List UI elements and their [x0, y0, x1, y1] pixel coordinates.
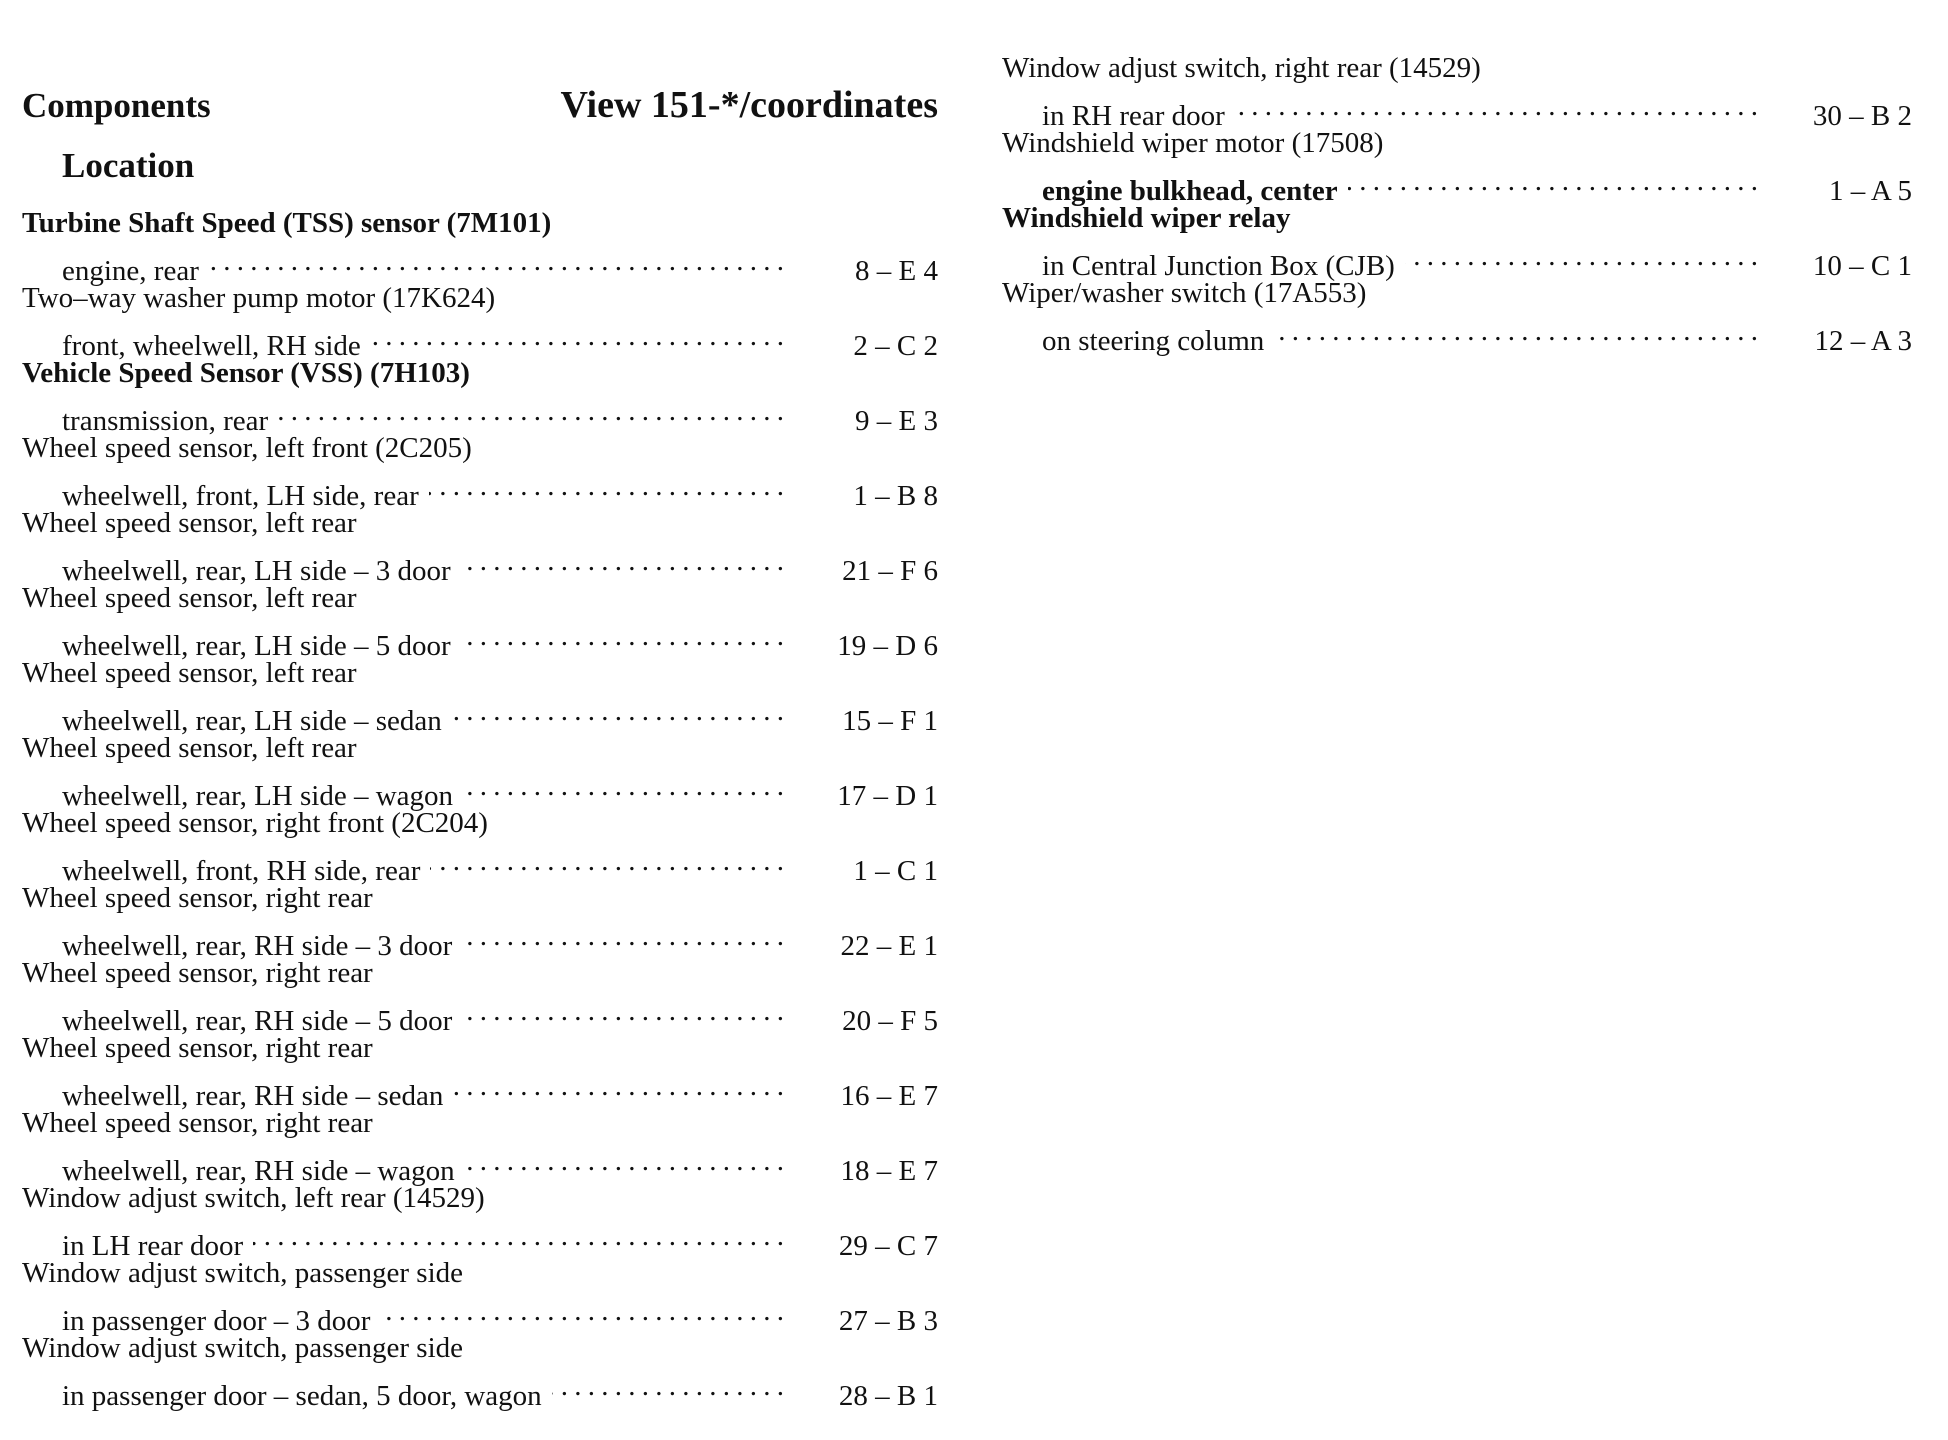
- component-location: front, wheelwell, RH side: [62, 330, 361, 362]
- dot-leader: [380, 1293, 784, 1331]
- component-location: on steering column: [1042, 325, 1265, 357]
- dot-leader: [452, 693, 784, 731]
- dot-leader: [461, 618, 784, 656]
- dot-leader: [552, 1368, 784, 1406]
- component-name: Vehicle Speed Sensor (VSS) (7H103): [22, 357, 470, 389]
- view-coordinate: 1 – A 5: [1829, 175, 1912, 207]
- component-entry: [22, 1105, 938, 1187]
- left-entry-list: [22, 205, 938, 1412]
- component-entry: [1002, 200, 1912, 282]
- dot-leader: [253, 1218, 784, 1256]
- component-name: Window adjust switch, left rear (14529): [22, 1182, 485, 1214]
- dot-leader: [461, 543, 784, 581]
- view-coordinate: 20 – F 5: [842, 1005, 938, 1037]
- location-row: [22, 1368, 938, 1412]
- location-row: [22, 993, 938, 1037]
- location-subheading: Location: [62, 146, 195, 185]
- view-coordinate: 19 – D 6: [837, 630, 938, 662]
- location-row: [1002, 88, 1912, 132]
- component-entry: [22, 655, 938, 737]
- component-location: wheelwell, front, RH side, rear: [62, 855, 421, 887]
- component-location: wheelwell, front, LH side, rear: [62, 480, 419, 512]
- component-entry: [22, 205, 938, 287]
- view-coordinate: 30 – B 2: [1812, 100, 1912, 132]
- component-entry: [22, 1030, 938, 1112]
- right-entry-list: [1002, 50, 1912, 357]
- component-location: wheelwell, rear, LH side – wagon: [62, 780, 454, 812]
- dot-leader: [463, 768, 784, 806]
- component-entry: [22, 1255, 938, 1337]
- view-coordinate: 16 – E 7: [840, 1080, 938, 1112]
- component-name: Windshield wiper motor (17508): [1002, 127, 1384, 159]
- location-row: [22, 1293, 938, 1337]
- component-location: in passenger door – 3 door: [62, 1305, 371, 1337]
- component-location: engine, rear: [62, 255, 199, 287]
- component-name: Window adjust switch, right rear (14529): [1002, 52, 1481, 84]
- location-row: [22, 1218, 938, 1262]
- component-entry: [1002, 50, 1912, 132]
- view-coordinate: 2 – C 2: [853, 330, 938, 362]
- component-name: Windshield wiper relay: [1002, 202, 1291, 234]
- location-row: [22, 243, 938, 287]
- component-location: wheelwell, rear, RH side – 5 door: [62, 1005, 453, 1037]
- dot-leader: [209, 243, 784, 281]
- view-coordinate: 1 – C 1: [853, 855, 938, 887]
- view-coordinate: 10 – C 1: [1812, 250, 1912, 282]
- view-coordinate: 27 – B 3: [838, 1305, 938, 1337]
- dot-leader: [465, 1143, 784, 1181]
- dot-leader: [278, 393, 784, 431]
- index-header: [22, 0, 938, 185]
- component-name: Wiper/washer switch (17A553): [1002, 277, 1367, 309]
- component-entry: [22, 505, 938, 587]
- view-coordinate: 1 – B 8: [853, 480, 938, 512]
- location-row: [22, 1068, 938, 1112]
- component-location: wheelwell, rear, LH side – sedan: [62, 705, 442, 737]
- view-coordinate: 15 – F 1: [842, 705, 938, 737]
- location-row: [22, 543, 938, 587]
- dot-leader: [430, 843, 784, 881]
- component-entry: [22, 730, 938, 812]
- component-name: Wheel speed sensor, right rear: [22, 957, 373, 989]
- component-entry: [1002, 125, 1912, 207]
- component-entry: [22, 430, 938, 512]
- location-row: [22, 468, 938, 512]
- location-row: [22, 1143, 938, 1187]
- component-location: transmission, rear: [62, 405, 269, 437]
- dot-leader: [371, 318, 784, 356]
- dot-leader: [453, 1068, 784, 1106]
- dot-leader: [1348, 163, 1758, 201]
- location-row: [22, 918, 938, 962]
- dot-leader: [462, 993, 784, 1031]
- view-coordinate: 21 – F 6: [842, 555, 938, 587]
- component-name: Wheel speed sensor, right front (2C204): [22, 807, 488, 839]
- components-heading: Components: [22, 86, 211, 125]
- view-coordinate: 28 – B 1: [838, 1380, 938, 1412]
- location-row: [22, 843, 938, 887]
- location-row: [22, 768, 938, 812]
- component-location: in passenger door – sedan, 5 door, wagon: [62, 1380, 542, 1412]
- component-name: Wheel speed sensor, left rear: [22, 582, 357, 614]
- component-name: Turbine Shaft Speed (TSS) sensor (7M101): [22, 207, 552, 239]
- component-location: wheelwell, rear, RH side – 3 door: [62, 930, 453, 962]
- component-name: Two–way washer pump motor (17K624): [22, 282, 496, 314]
- location-row: [22, 318, 938, 362]
- component-name: Window adjust switch, passenger side: [22, 1257, 464, 1289]
- location-row: [22, 693, 938, 737]
- component-location: in LH rear door: [62, 1230, 244, 1262]
- component-location: engine bulkhead, center: [1042, 175, 1338, 207]
- component-name: Wheel speed sensor, right rear: [22, 1032, 373, 1064]
- component-entry: [22, 1180, 938, 1262]
- component-location: wheelwell, rear, RH side – sedan: [62, 1080, 444, 1112]
- component-name: Wheel speed sensor, left rear: [22, 657, 357, 689]
- location-row: [1002, 313, 1912, 357]
- component-entry: [1002, 275, 1912, 357]
- location-row: [1002, 163, 1912, 207]
- component-name: Wheel speed sensor, left rear: [22, 507, 357, 539]
- component-entry: [22, 880, 938, 962]
- view-coordinate: 8 – E 4: [855, 255, 938, 287]
- view-coordinate: 17 – D 1: [837, 780, 938, 812]
- component-name: Wheel speed sensor, left rear: [22, 732, 357, 764]
- component-name: Window adjust switch, passenger side: [22, 1332, 464, 1364]
- left-column: [22, 0, 938, 1412]
- dot-leader: [429, 468, 784, 506]
- dot-leader: [1405, 238, 1758, 276]
- location-row: [22, 393, 938, 437]
- dot-leader: [462, 918, 784, 956]
- component-name: Wheel speed sensor, right rear: [22, 1107, 373, 1139]
- component-location: wheelwell, rear, LH side – 3 door: [62, 555, 451, 587]
- component-location: wheelwell, rear, LH side – 5 door: [62, 630, 451, 662]
- component-entry: [22, 955, 938, 1037]
- view-coordinate: 29 – C 7: [838, 1230, 938, 1262]
- component-name: Wheel speed sensor, right rear: [22, 882, 373, 914]
- view-coordinate: 22 – E 1: [840, 930, 938, 962]
- view-coordinate: 9 – E 3: [855, 405, 938, 437]
- component-entry: [22, 355, 938, 437]
- component-entry: [22, 580, 938, 662]
- component-entry: [22, 805, 938, 887]
- dot-leader: [1274, 313, 1758, 351]
- component-location: wheelwell, rear, RH side – wagon: [62, 1155, 455, 1187]
- view-coordinates-heading: View 151-*/coordinates: [560, 84, 938, 126]
- dot-leader: [1235, 88, 1758, 126]
- component-location: in RH rear door: [1042, 100, 1225, 132]
- location-row: [1002, 238, 1912, 282]
- component-entry: [22, 1330, 938, 1412]
- component-entry: [22, 280, 938, 362]
- view-coordinate: 18 – E 7: [840, 1155, 938, 1187]
- component-location: in Central Junction Box (CJB): [1042, 250, 1395, 282]
- view-coordinate: 12 – A 3: [1814, 325, 1912, 357]
- component-name: Wheel speed sensor, left front (2C205): [22, 432, 472, 464]
- location-row: [22, 618, 938, 662]
